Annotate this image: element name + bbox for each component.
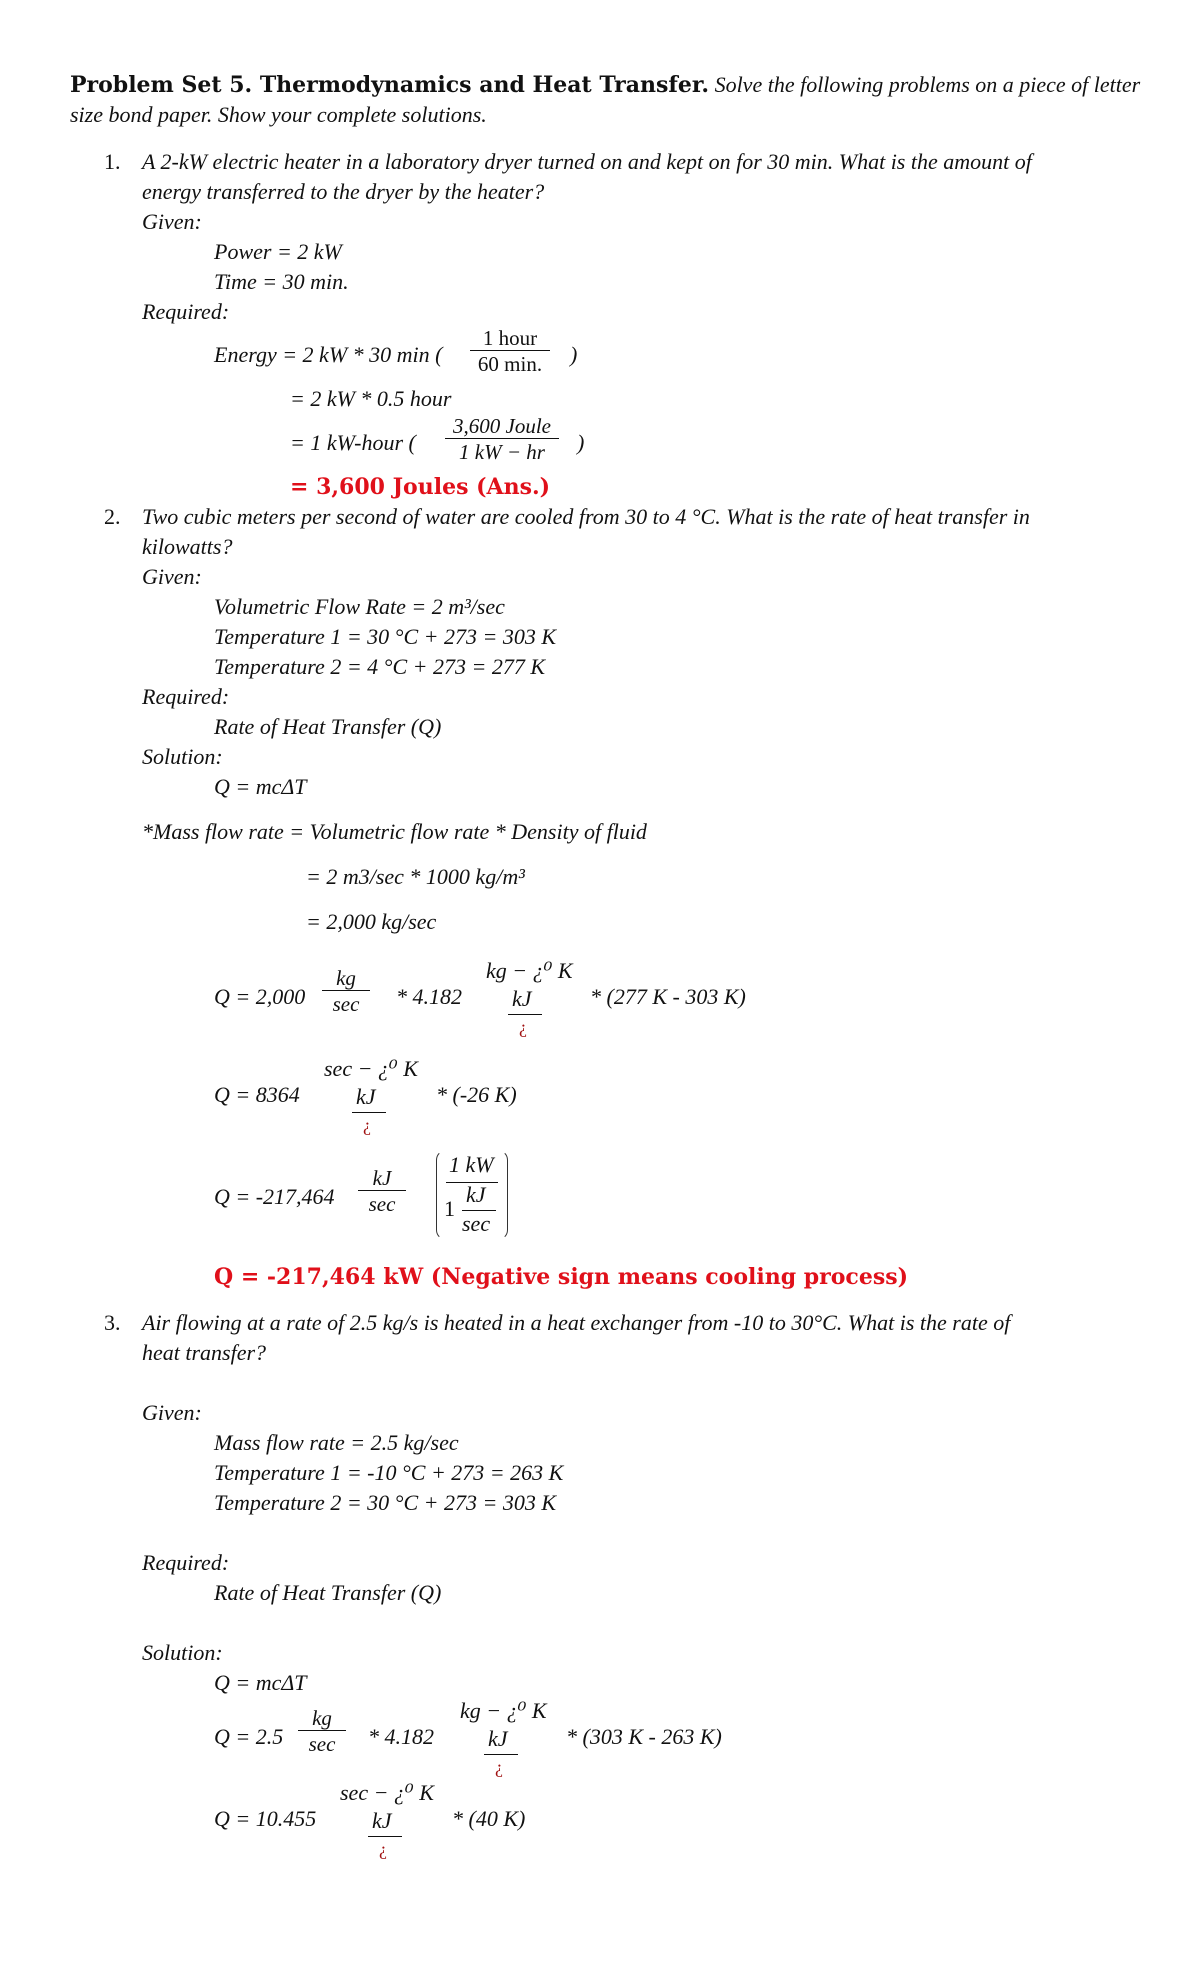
p2-mass-flow-def: *Mass flow rate = Volumetric flow rate * Density of fluid bbox=[142, 819, 647, 844]
p2-eq2-prefix: Q = 8364 bbox=[214, 1082, 300, 1107]
p2-question-line1: Two cubic meters per second of water are cooled from 30 to 4 °C. What is the rate of heat transfer in bbox=[142, 504, 1030, 529]
p2-eq3-frac-num: kJ bbox=[372, 1166, 392, 1190]
p3-number: 3. bbox=[104, 1310, 121, 1335]
p1-frac1-den: 60 min. bbox=[470, 350, 550, 377]
p3-eq2-top: sec − ¿⁰ K bbox=[340, 1780, 434, 1805]
p1-required-label: Required: bbox=[142, 299, 230, 324]
p3-eq2-bot: ¿ bbox=[379, 1839, 387, 1859]
p1-fraction-joule bbox=[445, 414, 559, 465]
p2-eq3-conv-kj: kJ bbox=[466, 1182, 486, 1207]
p1-step2: = 2 kW * 0.5 hour bbox=[290, 386, 452, 411]
p2-answer: Q = -217,464 kW (Negative sign means cooling process) bbox=[214, 1264, 908, 1290]
p2-eq1-dt: * (277 K - 303 K) bbox=[590, 984, 746, 1009]
p1-frac2-num: 3,600 Joule bbox=[453, 414, 551, 438]
p2-eq3-conv-sec: sec bbox=[462, 1211, 491, 1236]
p1-fraction-hour bbox=[470, 326, 550, 377]
p2-given-flow: Volumetric Flow Rate = 2 m³/sec bbox=[214, 594, 505, 619]
p3-eq1-fraction bbox=[298, 1706, 346, 1757]
p3-eq1-mult: * 4.182 bbox=[368, 1724, 434, 1749]
p1-close-paren-1: ) bbox=[570, 342, 578, 367]
p2-eq2-dt: * (-26 K) bbox=[436, 1082, 517, 1107]
p1-close-paren-2: ) bbox=[577, 430, 585, 455]
p2-number: 2. bbox=[104, 504, 121, 529]
p2-given-label: Given: bbox=[142, 564, 202, 589]
header-line-1 bbox=[70, 70, 1140, 100]
instructions-b: size bond paper. Show your complete solutions. bbox=[70, 102, 487, 127]
p2-question-line2: kilowatts? bbox=[142, 534, 233, 559]
p1-step3-prefix: = 1 kW-hour ( bbox=[290, 430, 416, 455]
p2-eq3-fraction bbox=[358, 1166, 406, 1217]
p2-eq2-mid: kJ bbox=[356, 1084, 376, 1109]
p1-given-label: Given: bbox=[142, 209, 202, 234]
p2-eq3-frac-den: sec bbox=[358, 1190, 406, 1217]
p2-solution-label: Solution: bbox=[142, 744, 223, 769]
p2-eq3-conv-one: 1 bbox=[444, 1196, 455, 1221]
p2-given-temp1: Temperature 1 = 30 °C + 273 = 303 K bbox=[214, 624, 556, 649]
p2-eq3-prefix: Q = -217,464 bbox=[214, 1184, 335, 1209]
p1-answer: = 3,600 Joules (Ans.) bbox=[290, 474, 551, 500]
p3-eq1-cp-top: kg − ¿⁰ K bbox=[460, 1698, 547, 1723]
p3-required-item: Rate of Heat Transfer (Q) bbox=[214, 1580, 442, 1605]
p3-eq2-prefix: Q = 10.455 bbox=[214, 1806, 317, 1831]
p3-eq1-cp-bot: ¿ bbox=[495, 1757, 503, 1777]
p1-given-time: Time = 30 min. bbox=[214, 269, 349, 294]
p1-frac2-den: 1 kW − hr bbox=[445, 438, 559, 465]
p1-given-power: Power = 2 kW bbox=[214, 239, 342, 264]
p3-eq1-dt: * (303 K - 263 K) bbox=[566, 1724, 722, 1749]
p3-eq2-mid: kJ bbox=[372, 1808, 392, 1833]
instructions-a: Solve the following problems on a piece of letter bbox=[714, 72, 1141, 97]
p2-required-label: Required: bbox=[142, 684, 230, 709]
p2-eq1-mult: * 4.182 bbox=[396, 984, 462, 1009]
p2-eq1-frac-num: kg bbox=[336, 966, 356, 990]
p2-eq1-frac-den: sec bbox=[322, 990, 370, 1017]
p3-eq1-frac-den: sec bbox=[298, 1730, 346, 1757]
p1-question-line1: A 2-kW electric heater in a laboratory dryer turned on and kept on for 30 min. What is the amount of bbox=[142, 149, 1032, 174]
p1-frac1-num: 1 hour bbox=[482, 326, 538, 350]
p3-question-line2: heat transfer? bbox=[142, 1340, 267, 1365]
p3-eq1-prefix: Q = 2.5 bbox=[214, 1724, 284, 1749]
p2-required-item: Rate of Heat Transfer (Q) bbox=[214, 714, 442, 739]
p1-energy-prefix: Energy = 2 kW * 30 min ( bbox=[214, 342, 443, 367]
p1-question-line2: energy transferred to the dryer by the heater? bbox=[142, 179, 545, 204]
p3-eq1-cp-mid: kJ bbox=[488, 1726, 508, 1751]
p3-eq2-dt: * (40 K) bbox=[452, 1806, 526, 1831]
p3-eq1-frac-num: kg bbox=[312, 1706, 332, 1730]
p2-eq1-fraction bbox=[322, 966, 370, 1017]
p3-given-label: Given: bbox=[142, 1400, 202, 1425]
p2-eq2-bot: ¿ bbox=[363, 1115, 371, 1135]
p2-eq1-cp-bot: ¿ bbox=[519, 1017, 527, 1037]
p2-eq1-prefix: Q = 2,000 bbox=[214, 984, 306, 1009]
p2-given-temp2: Temperature 2 = 4 °C + 273 = 277 K bbox=[214, 654, 545, 679]
p3-solution-label: Solution: bbox=[142, 1640, 223, 1665]
problem-set-title: Problem Set 5. Thermodynamics and Heat Transfer. bbox=[70, 72, 710, 98]
p3-required-label: Required: bbox=[142, 1550, 230, 1575]
p3-given-mass-flow: Mass flow rate = 2.5 kg/sec bbox=[214, 1430, 459, 1455]
p3-given-temp1: Temperature 1 = -10 °C + 273 = 263 K bbox=[214, 1460, 564, 1485]
p3-formula: Q = mcΔT bbox=[214, 1670, 307, 1695]
p2-eq3-conv-num: 1 kW bbox=[449, 1152, 494, 1177]
p2-mass-flow-step1: = 2 m3/sec * 1000 kg/m³ bbox=[306, 864, 525, 889]
p2-eq1-cp-mid: kJ bbox=[512, 986, 532, 1011]
p2-eq1-cp-top: kg − ¿⁰ K bbox=[486, 958, 573, 983]
p2-formula: Q = mcΔT bbox=[214, 774, 307, 799]
p1-number: 1. bbox=[104, 149, 121, 174]
p2-eq2-top: sec − ¿⁰ K bbox=[324, 1056, 418, 1081]
p2-mass-flow-step2: = 2,000 kg/sec bbox=[306, 909, 437, 934]
p3-given-temp2: Temperature 2 = 30 °C + 273 = 303 K bbox=[214, 1490, 556, 1515]
p3-question-line1: Air flowing at a rate of 2.5 kg/s is heated in a heat exchanger from -10 to 30°C. What is the rate of bbox=[142, 1310, 1011, 1335]
